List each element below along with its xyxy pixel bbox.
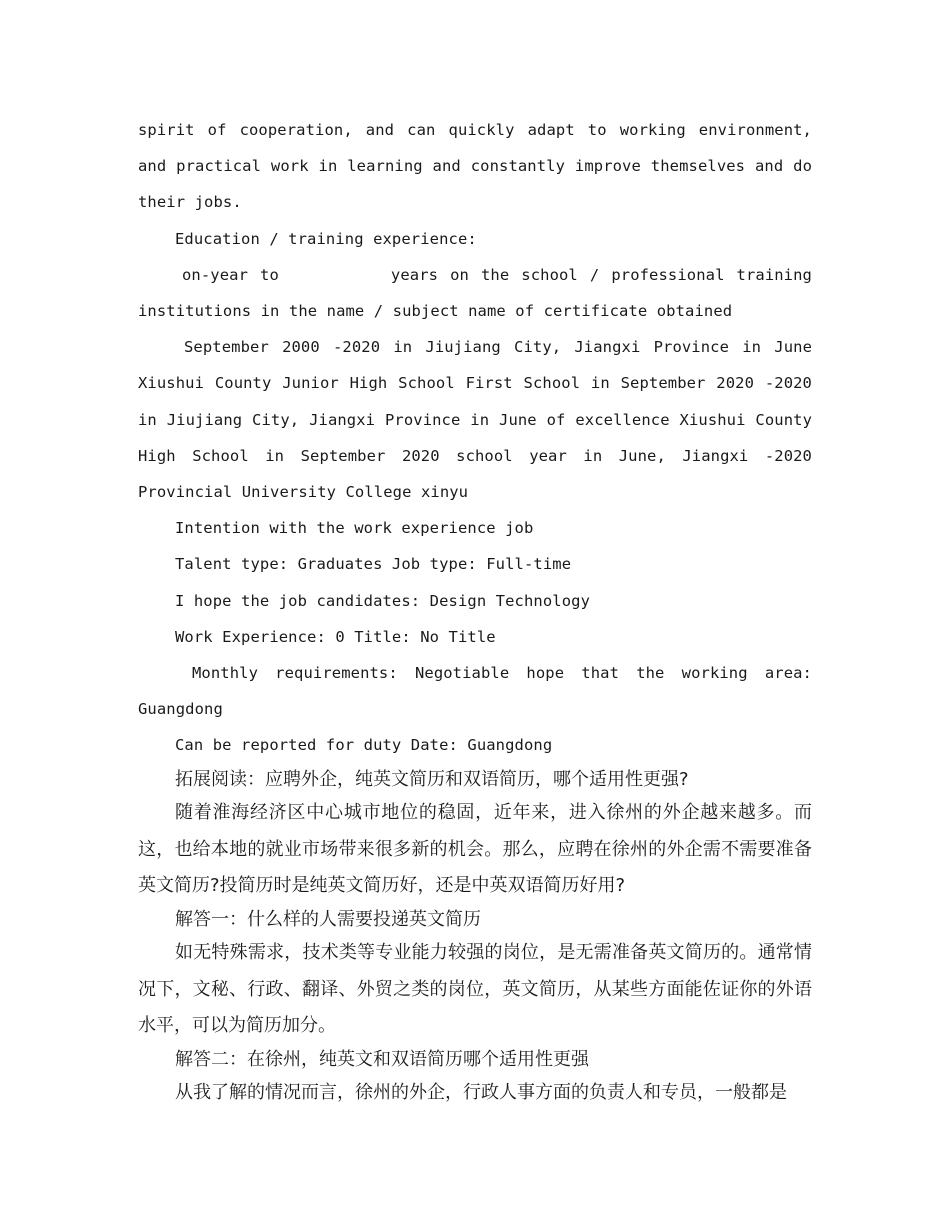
heading-answer-two: 解答二：在徐州，纯英文和双语简历哪个适用性更强 (175, 1048, 589, 1070)
paragraph-cooperation: spirit of cooperation, and can quickly adapt to working environment, and practical work in learning and constantly improve themselves and do their jobs. (138, 121, 812, 212)
paragraph-answer-one: 如无特殊需求，技术类等专业能力较强的岗位，是无需准备英文简历的。通常情况下，文秘、行政、翻译、外贸之类的岗位，英文简历，从某些方面能佐证你的外语水平，可以为简历加分。 (138, 942, 812, 1036)
education-columns-start: on-year to (182, 265, 279, 284)
paragraph-duty-date: Can be reported for duty Date: Guangdong (175, 736, 553, 755)
paragraph-talent-type: Talent type: Graduates Job type: Full-time (175, 555, 572, 574)
paragraph-work-experience: Work Experience: 0 Title: No Title (175, 627, 496, 646)
paragraph-extended-reading: 拓展阅读：应聘外企，纯英文简历和双语简历，哪个适用性更强? (175, 768, 689, 790)
paragraph-job-candidates: I hope the job candidates: Design Technology (175, 591, 590, 610)
heading-answer-one: 解答一：什么样的人需要投递英文简历 (175, 908, 481, 930)
paragraph-education-columns (138, 257, 812, 329)
paragraph-job-intention: Intention with the work experience job (175, 519, 534, 538)
paragraph-xuzhou-intro: 随着淮海经济区中心城市地位的稳固，近年来，进入徐州的外企越来越多。而这，也给本地的就业市场带来很多新的机会。那么，应聘在徐州的外企需不需要准备英文简历?投简历时是纯英文简历好，还是中英双语简历好用? (138, 802, 812, 896)
education-columns-rest: years on the school / professional training institutions in the name / subject name of certificate obtained (138, 265, 812, 321)
document-page (138, 112, 812, 1112)
paragraph-education-heading: Education / training experience: (175, 229, 477, 248)
paragraph-education-history: September 2000 -2020 in Jiujiang City, Jiangxi Province in June Xiushui County Junior High School First School in September 2020 -2020 in Jiujiang City, Jiangxi Province in June of excellence Xiushui County High School in September 2020 school year in June, Jiangxi -2020 Provincial University College xinyu (138, 338, 812, 502)
paragraph-monthly-requirements: Monthly requirements: Negotiable hope that the working area: Guangdong (138, 664, 812, 719)
paragraph-answer-two: 从我了解的情况而言，徐州的外企，行政人事方面的负责人和专员，一般都是 (175, 1082, 787, 1104)
